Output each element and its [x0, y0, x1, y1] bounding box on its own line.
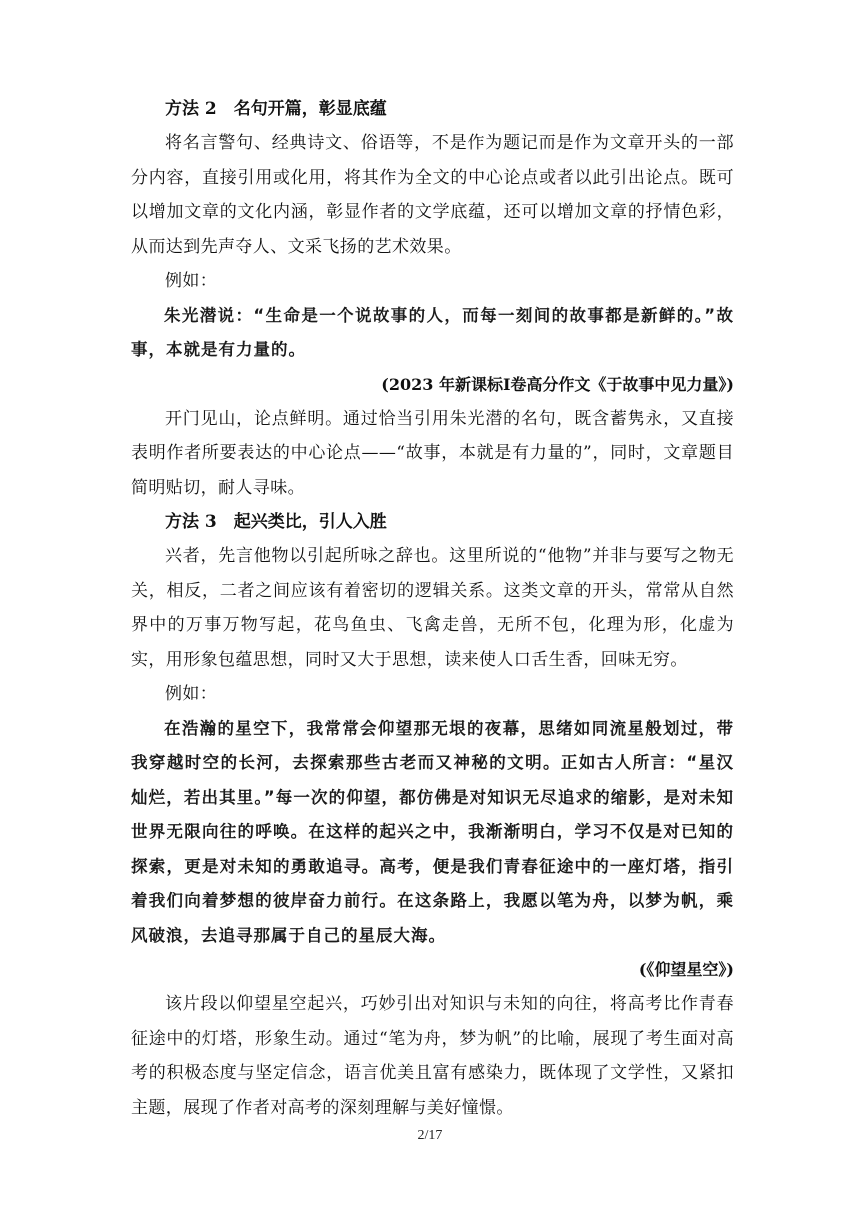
method-3-quote: 在浩瀚的星空下，我常常会仰望那无垠的夜幕，思绪如同流星般划过，带我穿越时空的长河，去探索那些古老而又神秘的文明。正如古人所言：“星汉灿烂，若出其里。”每一次的仰望，都仿佛是对知识无尽追求的缩影，是对未知世界无限向往的呼唤。在这样的起兴之中，我渐渐明白，学习不仅是对已知的探索，更是对未知的勇敢追寻。高考，便是我们青春征途中的一座灯塔，指引着我们向着梦想的彼岸奋力前行。在这条路上，我愿以笔为舟，以梦为帆，乘风破浪，去追寻那属于自己的星辰大海。	[131, 718, 734, 945]
method-2-heading: 方法 2 名句开篇，彰显底蕴	[165, 99, 387, 119]
method-3-source: (《仰望星空》)	[638, 960, 734, 979]
method-2-example-label: 例如：	[165, 271, 218, 291]
method-2-source: (2023 年新课标Ⅰ卷高分作文《于故事中见力量》)	[381, 374, 734, 394]
method-3-heading: 方法 3 起兴类比，引人入胜	[165, 512, 387, 532]
page-number: 2/17	[417, 1128, 443, 1143]
method-2-quote: 朱光潜说：“生命是一个说故事的人，而每一刻间的故事都是新鲜的。”故事，本就是有力量的。	[131, 305, 734, 359]
method-3-example-label: 例如：	[165, 684, 218, 704]
method-2-intro: 将名言警句、经典诗文、俗语等，不是作为题记而是作为文章开头的一部分内容，直接引用或化用，将其作为全文的中心论点或者以此引出论点。既可以增加文章的文化内涵，彰显作者的文学底蕴，还可以增加文章的抒情色彩，从而达到先声夺人、文采飞扬的艺术效果。	[131, 133, 734, 257]
method-3-intro: 兴者，先言他物以引起所咏之辞也。这里所说的“他物”并非与要写之物无关，相反，二者之间应该有着密切的逻辑关系。这类文章的开头，常常从自然界中的万事万物写起，花鸟鱼虫、飞禽走兽，无所不包，化理为形，化虚为实，用形象包蕴思想，同时又大于思想，读来使人口舌生香，回味无穷。	[131, 546, 734, 670]
page-content	[131, 92, 734, 1125]
method-2-analysis: 开门见山，论点鲜明。通过恰当引用朱光潜的名句，既含蓄隽永，又直接表明作者所要表达的中心论点——“故事，本就是有力量的”，同时，文章题目简明贴切，耐人寻味。	[131, 408, 734, 498]
method-3-analysis: 该片段以仰望星空起兴，巧妙引出对知识与未知的向往，将高考比作青春征途中的灯塔，形象生动。通过“笔为舟，梦为帆”的比喻，展现了考生面对高考的积极态度与坚定信念，语言优美且富有感染力，既体现了文学性，又紧扣主题，展现了作者对高考的深刻理解与美好憧憬。	[131, 994, 734, 1118]
